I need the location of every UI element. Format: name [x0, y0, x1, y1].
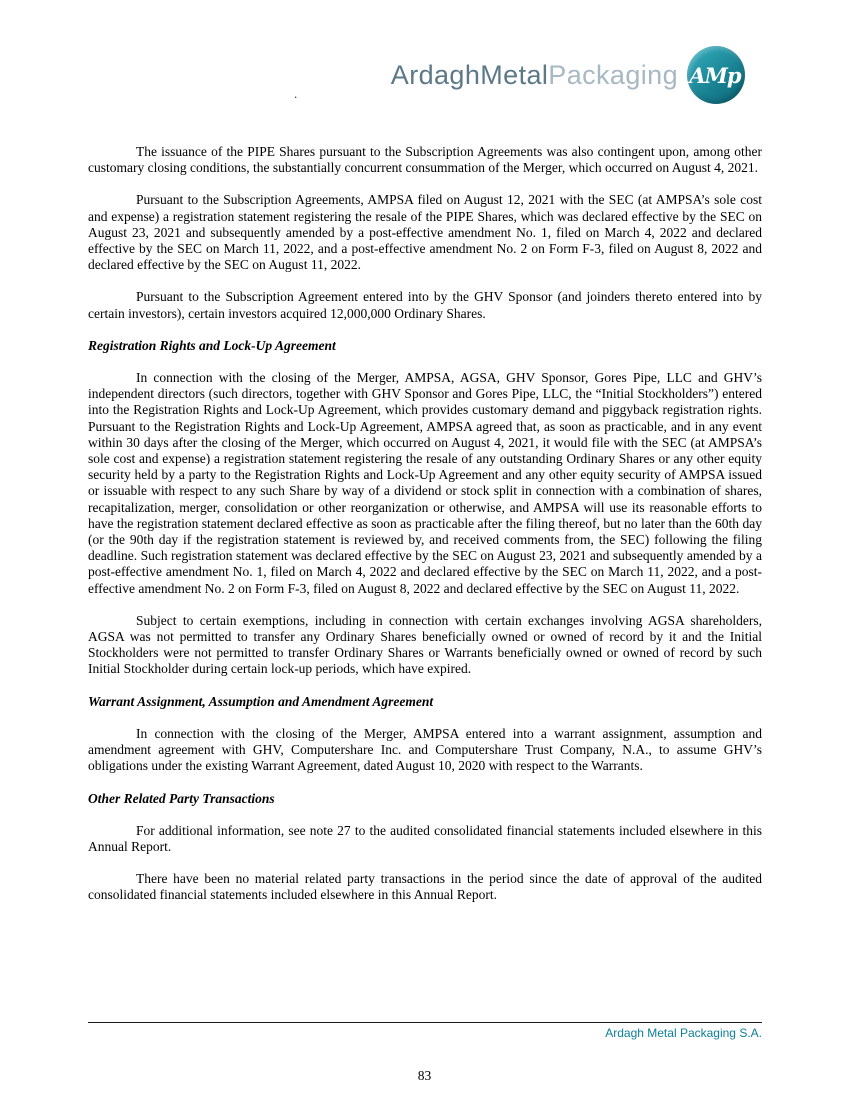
page-header [0, 0, 849, 130]
page-number: 83 [417, 1068, 432, 1083]
company-logo [391, 46, 745, 104]
stray-period-mark: . [294, 86, 298, 101]
amp-monogram-icon [687, 46, 745, 104]
document-body [88, 130, 762, 904]
footer-divider [88, 1022, 762, 1023]
paragraph-registration-statement-filing: Pursuant to the Subscription Agreements, AMPSA filed on August 12, 2021 with the SEC (at AMPSA’s sole cost and expense) a registration statement registering the resale of the PIPE Shares, which was declared effective by the SEC on August 23, 2021 and subsequently amended by a post-effective amendment No. 1, filed on March 4, 2022 and declared effective by the SEC on March 11, 2022, and a post-effective amendment No. 2 on Form F-3, filed on August 8, 2022 and declared effective by the SEC on August 11, 2022. [88, 192, 762, 273]
paragraph-registration-rights-details: In connection with the closing of the Merger, AMPSA, AGSA, GHV Sponsor, Gores Pipe, LLC and GHV’s independent directors (such directors, together with GHV Sponsor and Gores Pipe, LLC, the “Initial Stockholders”) entered into the Registration Rights and Lock-Up Agreement, which provides customary demand and piggyback registration rights. Pursuant to the Registration Rights and Lock-Up Agreement, AMPSA agreed that, as soon as practicable, and in any event within 30 days after the closing of the Merger, which occurred on August 4, 2021, it would file with the SEC (at AMPSA’s sole cost and expense) a registration statement registering the resale of any outstanding Ordinary Shares or any other equity security held by a party to the Registration Rights and Lock-Up Agreement and any other equity security of AMPSA issued or issuable with respect to any such Share by way of a dividend or stock split in connection with a combination of shares, recapitalization, merger, consolidation or other reorganization or otherwise, and AMPSA will use its reasonable efforts to have the registration statement declared effective as soon as practicable after the filing thereof, but no later than the 60th day (or the 90th day if the registration statement is reviewed by, and received comments from, the SEC) following the filing deadline. Such registration statement was declared effective by the SEC on August 23, 2021 and subsequently amended by a post-effective amendment No. 1, filed on March 4, 2022 and declared effective by the SEC on March 11, 2022, and a post-effective amendment No. 2 on Form F-3, filed on August 8, 2022 and declared effective by the SEC on August 11, 2022. [88, 370, 762, 596]
footer-company-name: Ardagh Metal Packaging S.A. [605, 1026, 762, 1040]
logo-wordmark [391, 60, 678, 91]
section-heading-other-related-party: Other Related Party Transactions [88, 790, 275, 806]
paragraph-lockup-exemptions: Subject to certain exemptions, including in connection with certain exchanges involving AGSA shareholders, AGSA was not permitted to transfer any Ordinary Shares beneficially owned or owned of record by it and the Initial Stockholders were not permitted to transfer Ordinary Shares or Warrants beneficially owned or owned of record by such Initial Stockholder during certain lock-up periods, which have expired. [88, 612, 762, 677]
paragraph-pipe-shares-issuance: The issuance of the PIPE Shares pursuant to the Subscription Agreements was also contingent upon, among other customary closing conditions, the substantially concurrent consummation of the Merger, which occurred on August 4, 2021. [88, 144, 762, 176]
section-heading-warrant-assignment: Warrant Assignment, Assumption and Amendment Agreement [88, 693, 434, 709]
paragraph-note-27-reference: For additional information, see note 27 to the audited consolidated financial statements included elsewhere in this Annual Report. [88, 822, 762, 854]
logo-word-metal: Metal [480, 59, 549, 90]
logo-word-ardagh: Ardagh [390, 59, 481, 90]
page-footer [88, 1022, 762, 1040]
paragraph-ghv-sponsor-subscription: Pursuant to the Subscription Agreement entered into by the GHV Sponsor (and joinders thereto entered into by certain investors), certain investors acquired 12,000,000 Ordinary Shares. [88, 289, 762, 321]
logo-word-packaging: Packaging [548, 59, 678, 90]
paragraph-no-material-transactions: There have been no material related party transactions in the period since the date of approval of the audited consolidated financial statements included elsewhere in this Annual Report. [88, 871, 762, 903]
paragraph-warrant-assignment-details: In connection with the closing of the Merger, AMPSA entered into a warrant assignment, assumption and amendment agreement with GHV, Computershare Inc. and Computershare Trust Company, N.A., to assume GHV’s obligations under the existing Warrant Agreement, dated August 10, 2020 with respect to the Warrants. [88, 725, 762, 774]
section-heading-registration-rights: Registration Rights and Lock-Up Agreement [88, 337, 336, 353]
amp-monogram-text: AMp [689, 62, 741, 88]
